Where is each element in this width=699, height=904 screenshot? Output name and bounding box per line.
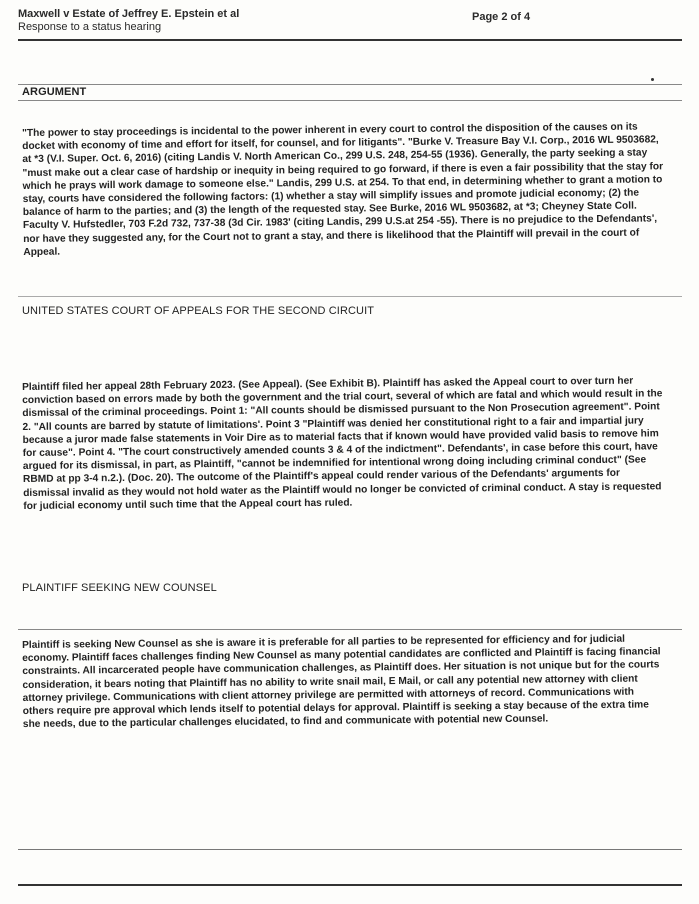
new-counsel-paragraph: Plaintiff is seeking New Counsel as she is aware it is preferable for all parties to be represented for efficiency and for judicial economy. Plaintiff faces challenges finding New Counsel as many potential candidates are conflicted and Plaintiff is facing financial constraints. All incarcerated people have communication challenges, as Plaintiff does. Her situation is not unique but for the courts consideration, it bears noting that Plaintiff has no ability to write snail mail, E Mail, or call any potential new attorney with client attorney privilege. Communications with client attorney privilege are permitted with attorneys of record. Communications with others require pre approval which lends itself to potential delays for approval. Plaintiff is seeking a stay because of the extra time she needs, due to the particular challenges elucidated, to find and communicate with potential new Counsel. bbox=[22, 633, 661, 731]
footer-rule bbox=[18, 849, 682, 850]
section-heading-argument: ARGUMENT bbox=[22, 86, 87, 98]
document-header bbox=[18, 8, 239, 34]
section-heading-new-counsel: PLAINTIFF SEEKING NEW COUNSEL bbox=[22, 582, 217, 594]
section-heading-court-of-appeals: UNITED STATES COURT OF APPEALS FOR THE SECOND CIRCUIT bbox=[22, 305, 375, 317]
document-subtitle: Response to a status hearing bbox=[18, 21, 162, 33]
appeal-paragraph: Plaintiff filed her appeal 28th February 2023. (See Appeal). (See Exhibit B). Plaintiff has asked the Appeal court to over turn her conviction based on errors made by both the government and the trial court, several of which are fatal and which would result in the dismissal of the criminal proceedings. Point 1: "All counts should be dismissed pursuant to the Non Prosecution agreement". Point 2. "All counts are barred by statute of limitations'. Point 3 "Plaintiff was denied her constitutional right to a fair and impartial jury because a juror made false statements in Voir Dire as to material facts that if known would have provided valid basis to remove him for cause". Point 4. "The court constructively amended counts 3 & 4 of the indictment". Defendants', in case before this court, have argued for its dismissal, in part, as Plaintiff, "cannot be indemnified for intentional wrong doing including criminal conduct" (See RBMD at pp 3-4 n.2.). (Doc. 20). The outcome of the Plaintiff's appeal could render various of the Defendants' arguments for dismissal invalid as they would not hold water as the Plaintiff would no longer be convicted of criminal conduct. A stay is requested for judicial economy until such time that the Appeal court has ruled. bbox=[22, 375, 663, 512]
case-caption: Maxwell v Estate of Jeffrey E. Epstein et al bbox=[18, 8, 240, 20]
page-number: Page 2 of 4 bbox=[472, 11, 531, 23]
section-rule bbox=[18, 100, 682, 101]
argument-paragraph: "The power to stay proceedings is incidental to the power inherent in every court to control the disposition of the causes on its docket with economy of time and effort for itself, for counsel, and for litigants". "Burke V. Treasure Bay V.I. Corp., 2016 WL 9503682, at *3 (V.I. Super. Oct. 6, 2016) (citing Landis V. North American Co., 299 U.S. 248, 254-55 (1936). Generally, the party seeking a stay "must make out a clear case of hardship or inequity in being required to go forward, if there is even a fair possibility that the stay for which he prays will work damage to someone else." Landis, 299 U.S. at 254. To that end, in determining whether to grant a motion to stay, courts have considered the following factors: (1) whether a stay will simplify issues and promote judicial economy; (2) the balance of harm to the parties; and (3) the length of the requested stay. See Burke, 2016 WL 9503682, at *3; Cheyney State Coll. Faculty V. Hufstedler, 703 F.2d 732, 737-38 (3d Cir. 1983' (citing Landis, 299 U.S.at 254 -55). There is no prejudice to the Defendants', nor have they suggested any, for the Court not to grant a stay, and there is likelihood that the Plaintiff will prevail in the court of Appeal. bbox=[22, 121, 664, 258]
footer-rule-bold bbox=[18, 884, 682, 886]
section-rule bbox=[18, 296, 682, 297]
scan-speck bbox=[651, 78, 654, 81]
header-rule bbox=[18, 39, 682, 41]
section-rule bbox=[18, 629, 682, 630]
section-rule bbox=[18, 84, 682, 85]
